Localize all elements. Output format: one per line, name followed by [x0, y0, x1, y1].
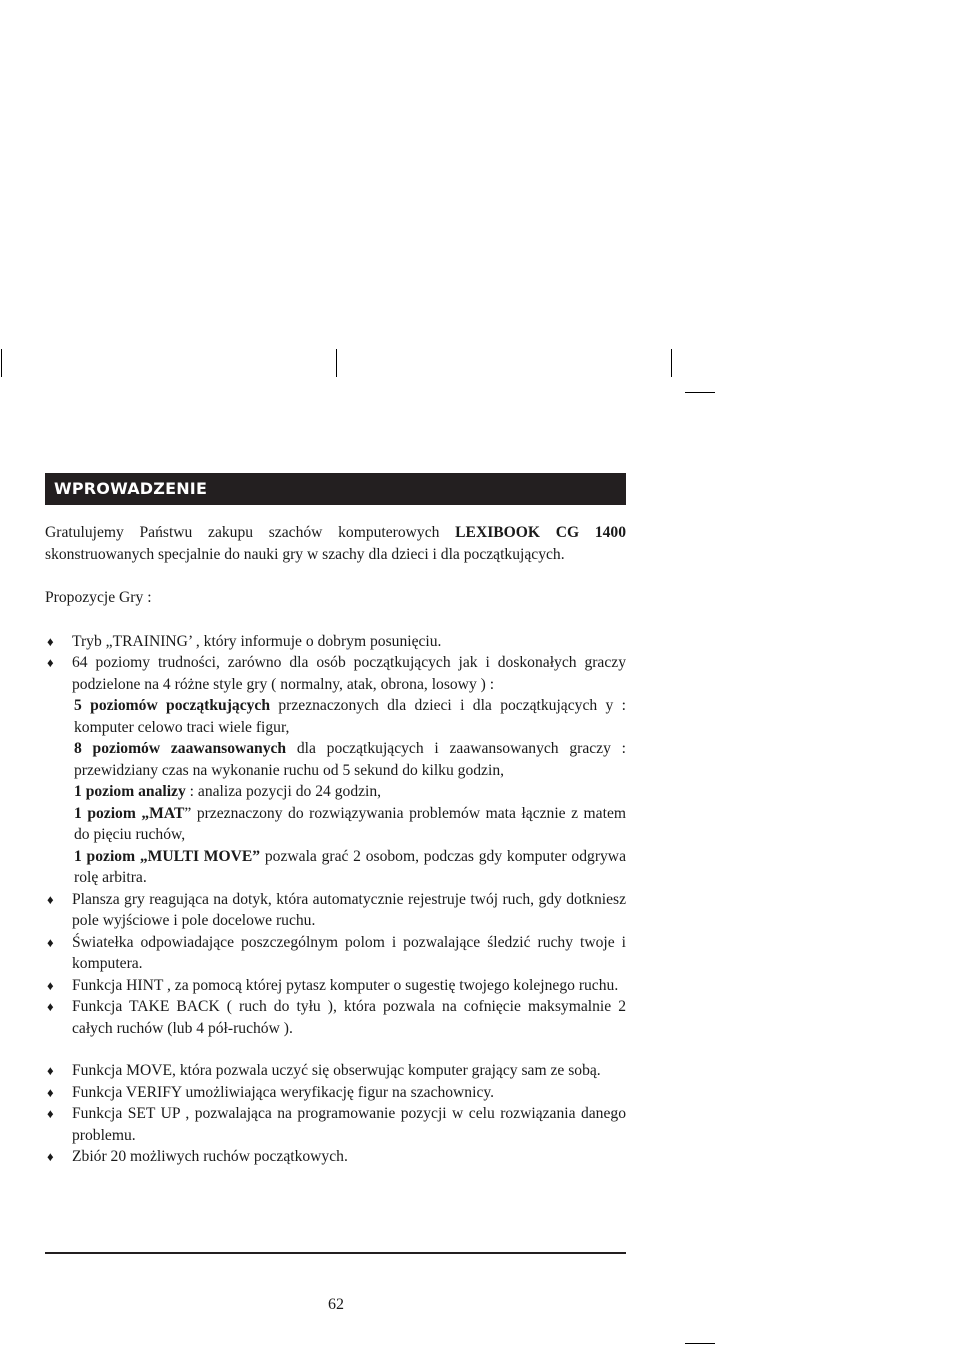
- list-item: ♦ Tryb „TRAINING’ , który informuje o dobrym posunięciu.: [45, 631, 626, 653]
- diamond-bullet-icon: ♦: [47, 977, 54, 993]
- crop-mark-right: [671, 349, 672, 377]
- list-item: ♦ Zbiór 20 możliwych ruchów początkowych.: [45, 1146, 626, 1168]
- spacer: [45, 1039, 626, 1060]
- diamond-bullet-icon: ♦: [47, 934, 54, 950]
- level-entry: 8 poziomów zaawansowanych dla początkujących i zaawansowanych graczy : przewidziany czas na wykonanie ruchu od 5 sekund do kilku godzin,: [74, 740, 626, 779]
- section-title: WPROWADZENIE: [45, 473, 626, 505]
- intro-paragraph: Gratulujemy Państwu zakupu szachów komputerowych LEXIBOOK CG 1400 skonstruowanych specjalnie do nauki gry w szachy dla dzieci i dla początkujących.: [45, 524, 627, 563]
- bottom-rule: [45, 1252, 626, 1254]
- list-item: ♦ Funkcja TAKE BACK ( ruch do tyłu ), która pozwala na cofnięcie maksymalnie 2 całych ruchów (lub 4 pół-ruchów ).: [47, 998, 626, 1037]
- list-item: ♦ Plansza gry reagująca na dotyk, która automatycznie rejestruje twój ruch, gdy dotkniesz pole wyjściowe i pole docelowe ruchu.: [47, 890, 626, 929]
- list-item: ♦ Funkcja HINT , za pomocą której pytasz komputer o sugestię twojego kolejnego ruchu.: [45, 975, 626, 997]
- list-item: ♦ Funkcja SET UP , pozwalająca na programowanie pozycji w celu rozwiązania danego problemu.: [47, 1105, 626, 1144]
- difficulty-levels: [72, 695, 626, 889]
- list-item: ♦ Funkcja MOVE, która pozwala uczyć się obserwując komputer grający sam ze sobą.: [45, 1060, 626, 1082]
- features-subtitle: Propozycje Gry :: [45, 589, 152, 606]
- diamond-bullet-icon: ♦: [47, 655, 54, 670]
- crop-mark-center: [336, 349, 337, 377]
- list-item: ♦ 64 poziomy trudności, zarówno dla osób początkujących jak i doskonałych graczy podzielone na 4 różne style gry ( normalny, atak, obrona, losowy ) : 5 poziomów początkujących przeznaczonych dla dzieci i dla początkujących y : komputer celowo traci wiele figur, 8 poziomów zaawansowanych dla początkujących i zaawansowanych graczy : przewidziany czas na wykonanie ruchu od 5 sekund do kilku godzin, 1 poziom analizy : analiza pozycji do 24 godzin, 1 poziom „MAT” przeznaczony do rozwiązywania problemów mata łącznie z matem do pięciu ruchów, 1 poziom „MULTI MOVE” pozwala grać 2 osobom, podczas gdy komputer odgrywa rolę arbitra.: [45, 652, 626, 889]
- diamond-bullet-icon: ♦: [47, 1063, 54, 1078]
- level-entry: 1 poziom „MULTI MOVE” pozwala grać 2 osobom, podczas gdy komputer odgrywa rolę arbitra.: [74, 847, 626, 886]
- document-body: [45, 522, 626, 1168]
- level-entry: 1 poziom „MAT” przeznaczony do rozwiązywania problemów mata łącznie z matem do pięciu ruchów,: [74, 804, 626, 843]
- page-number: 62: [328, 1296, 344, 1313]
- level-entry: 5 poziomów początkujących przeznaczonych dla dzieci i dla początkujących y : komputer celowo traci wiele figur,: [74, 697, 626, 736]
- diamond-bullet-icon: ♦: [47, 1106, 54, 1121]
- crop-mark-left: [1, 349, 2, 377]
- crop-mark-top-right: [685, 392, 715, 393]
- product-name: LEXIBOOK CG 1400: [455, 524, 627, 541]
- list-item: ♦ Funkcja VERIFY umożliwiająca weryfikację figur na szachownicy.: [45, 1082, 626, 1104]
- diamond-bullet-icon: ♦: [47, 999, 54, 1014]
- crop-mark-bottom-right: [685, 1343, 715, 1344]
- diamond-bullet-icon: ♦: [47, 1149, 54, 1164]
- diamond-bullet-icon: ♦: [47, 891, 54, 907]
- list-item: ♦ Światełka odpowiadające poszczególnym polom i pozwalające śledzić ruchy twoje i komputera.: [47, 933, 626, 972]
- diamond-bullet-icon: ♦: [47, 633, 54, 649]
- level-entry: 1 poziom analizy : analiza pozycji do 24 godzin,: [74, 783, 382, 800]
- diamond-bullet-icon: ♦: [47, 1084, 54, 1100]
